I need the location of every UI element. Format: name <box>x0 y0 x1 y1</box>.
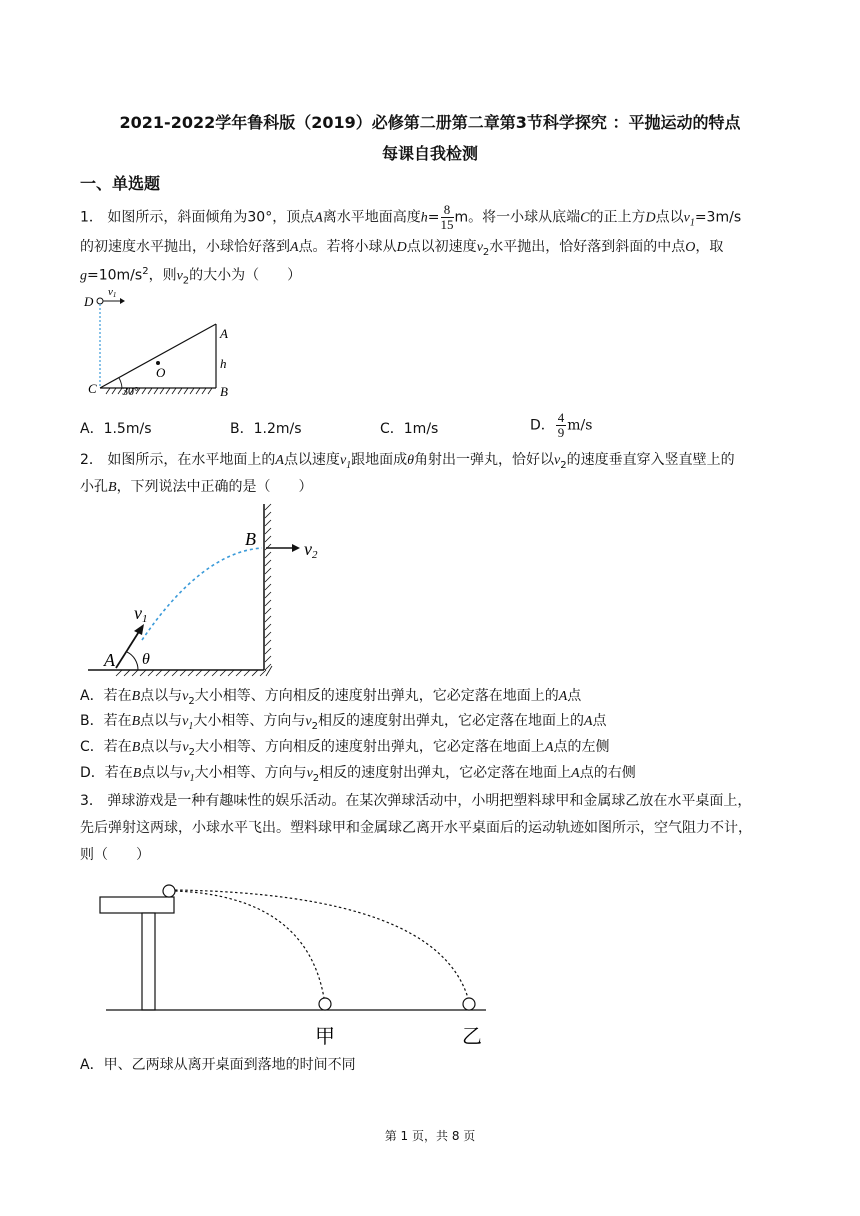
q3-ball-jia <box>319 998 331 1010</box>
q1-option-d[interactable]: D． $\frac{4}{9}$ m/s <box>530 410 593 440</box>
q3-trajectory-jia <box>175 891 324 998</box>
q3-trajectory-yi <box>175 890 468 998</box>
q3-line2: 先后弹射这两球，小球水平飞出。塑料球甲和金属球乙离开水平桌面后的运动轨迹如图所示，空气阻力不计， <box>80 820 752 836</box>
q2-projectile-figure <box>82 500 342 680</box>
document-title-line2: 每课自我检测 <box>381 144 478 163</box>
q2-trajectory <box>142 548 262 640</box>
q3-label-jia: 甲 <box>315 1026 335 1048</box>
q2-option-d[interactable]: D．若在B点以与$v_1$大小相等、方向与$v_2$相反的速度射出弹丸，它必定落在地面上A点的右侧 <box>80 765 636 784</box>
q3-ball-figure <box>96 878 496 1053</box>
q2-line1: 2． 如图所示，在水平地面上的A点以速度$v_1$跟地面成θ角射出一弹丸，恰好以$v_2$的速度垂直穿入竖直壁上的 <box>80 452 735 471</box>
q1-line3: $g=10m/s^2$，则$v_2$的大小为（ ） <box>80 266 302 287</box>
q1-label-C: C <box>88 381 97 396</box>
q2-wall-hatch <box>265 504 271 670</box>
q1-line2: 的初速度水平抛出，小球恰好落到A点。若将小球从D点以初速度$v_2$水平抛出，恰好落到斜面的中点O，取 <box>80 239 724 258</box>
q1-label-h: h <box>220 356 227 371</box>
q1-incline-figure <box>82 284 242 408</box>
q1-label-B: B <box>220 384 228 399</box>
document-title-line1: 2021-2022学年鲁科版（2019）必修第二册第二章第3节科学探究 ：平抛运动的特点 <box>119 113 741 132</box>
q3-line1: 3． 弹球游戏是一种有趣味性的娱乐活动。在某次弹球活动中，小明把塑料球甲和金属球乙放在水平桌面上， <box>80 793 752 809</box>
q2-label-A: A <box>104 650 115 670</box>
q1-height-fraction: $\frac{8}{15}$ <box>440 202 454 232</box>
q1-label-D: D <box>84 294 94 309</box>
q2-label-B: B <box>245 529 256 549</box>
q3-table-top <box>100 897 174 913</box>
q3-table-leg <box>142 913 155 1010</box>
q3-label-yi: 乙 <box>462 1026 482 1048</box>
q2-label-v2: v2 <box>304 539 318 561</box>
q1-label-angle: 30° <box>122 384 139 398</box>
q2-option-b[interactable]: B．若在B点以与$v_1$大小相等、方向与$v_2$相反的速度射出弹丸，它必定落在地面上的A点 <box>80 713 607 732</box>
q3-ball-yi <box>463 998 475 1010</box>
q1-point-D <box>97 298 103 304</box>
q1-option-a[interactable]: A．1.5m/s <box>80 421 152 437</box>
q3-option-a[interactable]: A．甲、乙两球从离开桌面到落地的时间不同 <box>80 1057 356 1073</box>
q2-option-a[interactable]: A．若在B点以与$v_2$大小相等、方向相反的速度射出弹丸，它必定落在地面上的A点 <box>80 688 582 707</box>
q2-ground-hatch <box>116 666 272 676</box>
q3-ball-on-table <box>163 885 175 897</box>
section-heading: 一、单选题 <box>80 174 161 193</box>
q2-line2: 小孔B，下列说法中正确的是（ ） <box>80 479 313 495</box>
q1-label-v1: v1 <box>108 286 117 299</box>
q2-option-c[interactable]: C．若在B点以与$v_2$大小相等、方向相反的速度射出弹丸，它必定落在地面上A点的左侧 <box>80 739 610 758</box>
q1-label-O: O <box>156 365 166 380</box>
q1-line1: 1． 如图所示，斜面倾角为30°，顶点A离水平地面高度h= $\frac{8}{15}$ m。将一小球从底端C的正上方D点以$v_1=3m/s$ <box>80 202 742 232</box>
q3-line3: 则（ ） <box>80 847 150 863</box>
q1-option-b[interactable]: B．1.2m/s <box>230 421 302 437</box>
q1-label-A: A <box>220 326 228 341</box>
q2-label-v1: v1 <box>134 603 148 625</box>
q1-option-c[interactable]: C．1m/s <box>380 421 439 437</box>
page-footer: 第 1 页，共 8 页 <box>384 1129 476 1143</box>
q2-label-theta: θ <box>142 651 150 668</box>
